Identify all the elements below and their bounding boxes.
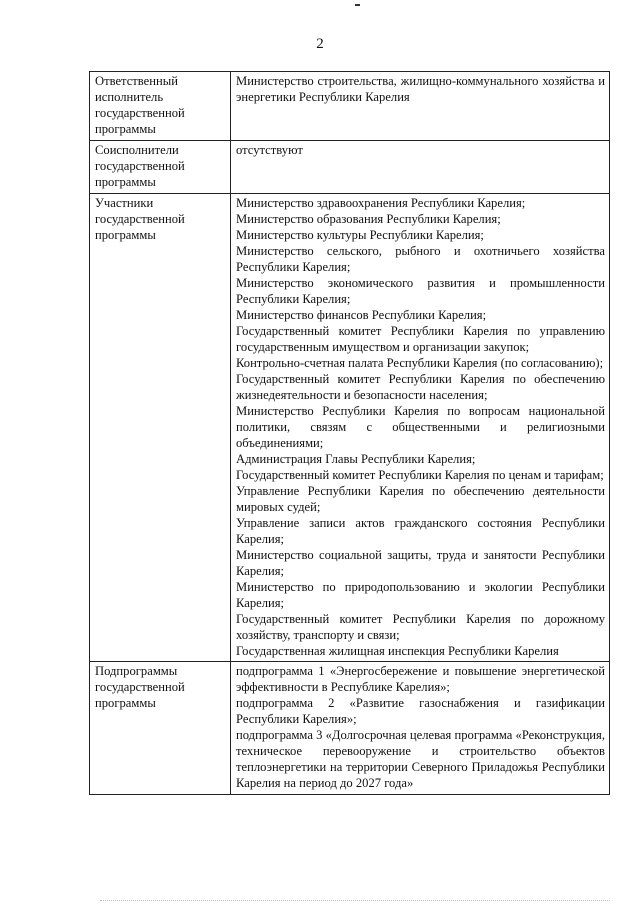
- participant-item: Министерство образования Республики Карелия;: [236, 212, 501, 226]
- executor-label: Ответственный исполнитель государственной программы: [90, 72, 231, 141]
- participant-item: Министерство сельского, рыбного и охотничьего хозяйства Республики Карелия;: [236, 244, 605, 274]
- subprogram-item: подпрограмма 3 «Долгосрочная целевая программа «Реконструкция, техническое перевооружение и строительство объектов теплоэнергетики на территории Северного Приладожья Республики Карелия на период до 2027 года»: [236, 728, 605, 790]
- participant-item: Государственный комитет Республики Карелия по дорожному хозяйству, транспорту и связи;: [236, 612, 605, 642]
- participant-item: Министерство экономического развития и промышленности Республики Карелия;: [236, 276, 605, 306]
- coexecutors-value: отсутствуют: [231, 141, 610, 194]
- table-row-subprograms: [90, 662, 610, 795]
- subprograms-list: [231, 662, 610, 795]
- subprogram-item: подпрограмма 2 «Развитие газоснабжения и газификации Республики Карелия»;: [236, 696, 605, 726]
- participant-item: Министерство по природопользованию и экологии Республики Карелия;: [236, 580, 605, 610]
- participant-item: Государственный комитет Республики Карелия по ценам и тарифам;: [236, 468, 604, 482]
- participant-item: Министерство Республики Карелия по вопросам национальной политики, связям с общественными и религиозными объединениями;: [236, 404, 605, 450]
- participant-item: Государственный комитет Республики Карелия по обеспечению жизнедеятельности и безопасности населения;: [236, 372, 605, 402]
- participant-item: Министерство здравоохранения Республики Карелия;: [236, 196, 526, 210]
- participants-label: Участники государственной программы: [90, 194, 231, 662]
- participant-item: Министерство культуры Республики Карелия;: [236, 228, 484, 242]
- coexecutors-label: Соисполнители государственной программы: [90, 141, 231, 194]
- table-row-participants: [90, 194, 610, 662]
- subprograms-label: Подпрограммы государственной программы: [90, 662, 231, 795]
- participant-item: Управление записи актов гражданского состояния Республики Карелия;: [236, 516, 605, 546]
- table-row-executor: [90, 72, 610, 141]
- subprogram-item: подпрограмма 1 «Энергосбережение и повышение энергетической эффективности в Республике Карелия»;: [236, 664, 605, 694]
- scan-mark: [355, 4, 360, 6]
- participant-item: Контрольно-счетная палата Республики Карелия (по согласованию);: [236, 356, 604, 370]
- participant-item: Администрация Главы Республики Карелия;: [236, 452, 476, 466]
- table-row-coexecutors: [90, 141, 610, 194]
- program-passport-table: [89, 71, 610, 795]
- participant-item: Государственная жилищная инспекция Республики Карелия: [236, 644, 559, 658]
- participant-item: Управление Республики Карелия по обеспечению деятельности мировых судей;: [236, 484, 605, 514]
- participant-item: Государственный комитет Республики Карелия по управлению государственным имуществом и организации закупок;: [236, 324, 605, 354]
- scan-edge-line: [100, 900, 610, 901]
- participants-list: [231, 194, 610, 662]
- page-number: 2: [316, 36, 324, 52]
- participant-item: Министерство социальной защиты, труда и занятости Республики Карелия;: [236, 548, 605, 578]
- executor-value: Министерство строительства, жилищно-коммунального хозяйства и энергетики Республики Карелия: [231, 72, 610, 141]
- participant-item: Министерство финансов Республики Карелия;: [236, 308, 487, 322]
